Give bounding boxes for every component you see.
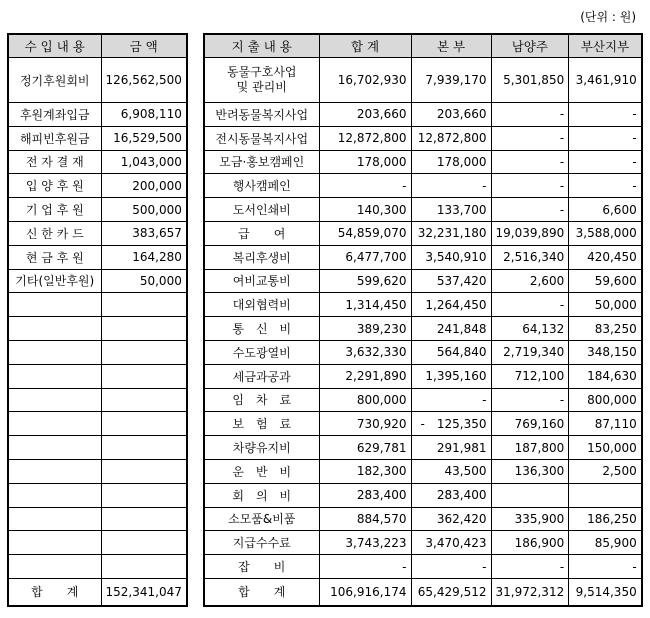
expense-item: 통 신 비 (204, 317, 319, 341)
expense-total: 54,859,070 (319, 221, 411, 245)
income-amount (101, 436, 187, 460)
income-amount (101, 483, 187, 507)
income-total-label: 합 계 (8, 578, 101, 606)
expense-total: 283,400 (319, 483, 411, 507)
income-item: 전 자 결 재 (8, 150, 101, 174)
expense-row (204, 150, 642, 174)
expense-busan: 59,600 (569, 269, 642, 293)
income-row (8, 436, 187, 460)
expense-row (204, 317, 642, 341)
expense-namyangju: 335,900 (491, 507, 569, 531)
expense-busan: 2,500 (569, 459, 642, 483)
expense-row (204, 293, 642, 317)
expense-total: 12,872,800 (319, 126, 411, 150)
expense-item: 도서인쇄비 (204, 198, 319, 222)
expense-namyangju: - (491, 555, 569, 579)
expense-row (204, 412, 642, 436)
income-amount (101, 555, 187, 579)
expense-hq: 7,939,170 (411, 58, 491, 103)
expense-item: 여비교통비 (204, 269, 319, 293)
expense-table (203, 33, 643, 607)
income-row (8, 221, 187, 245)
income-item (8, 388, 101, 412)
expense-hq: 12,872,800 (411, 126, 491, 150)
expense-item: 차량유지비 (204, 436, 319, 460)
expense-header-busan: 부산지부 (569, 34, 642, 58)
expense-item: 보 험 료 (204, 412, 319, 436)
expense-row (204, 436, 642, 460)
income-row (8, 150, 187, 174)
expense-item: 동물구호사업 및 관리비 (204, 58, 319, 103)
income-item: 입 양 후 원 (8, 174, 101, 198)
expense-hq: - (411, 555, 491, 579)
expense-busan: 420,450 (569, 245, 642, 269)
income-amount (101, 293, 187, 317)
expense-total-row (204, 578, 642, 606)
income-item (8, 436, 101, 460)
expense-namyangju: 2,516,340 (491, 245, 569, 269)
income-item: 기 업 후 원 (8, 198, 101, 222)
income-amount (101, 364, 187, 388)
unit-note: (단위 : 원) (580, 10, 636, 24)
income-amount (101, 388, 187, 412)
income-item (8, 531, 101, 555)
expense-busan: 6,600 (569, 198, 642, 222)
expense-hq: 203,660 (411, 103, 491, 127)
expense-header-item: 지 출 내 용 (204, 34, 319, 58)
expense-busan: - (569, 103, 642, 127)
expense-namyangju: - (491, 198, 569, 222)
expense-hq: - 125,350 (411, 412, 491, 436)
expense-busan: 3,588,000 (569, 221, 642, 245)
income-row (8, 340, 187, 364)
expense-hq: 3,470,423 (411, 531, 491, 555)
expense-total: - (319, 174, 411, 198)
expense-namyangju: 2,600 (491, 269, 569, 293)
expense-header-hq: 본 부 (411, 34, 491, 58)
expense-total: 3,632,330 (319, 340, 411, 364)
income-item (8, 555, 101, 579)
income-total-row (8, 578, 187, 606)
expense-hq: 133,700 (411, 198, 491, 222)
expense-row (204, 103, 642, 127)
expense-busan: 83,250 (569, 317, 642, 341)
income-row (8, 126, 187, 150)
expense-total-namyangju: 31,972,312 (491, 578, 569, 606)
expense-row (204, 58, 642, 103)
expense-item: 행사캠페인 (204, 174, 319, 198)
expense-hq: - (411, 174, 491, 198)
expense-hq: 564,840 (411, 340, 491, 364)
expense-item: 임 차 료 (204, 388, 319, 412)
income-table (7, 33, 188, 607)
expense-hq: 537,420 (411, 269, 491, 293)
expense-busan: - (569, 555, 642, 579)
income-amount (101, 340, 187, 364)
expense-busan: 85,900 (569, 531, 642, 555)
expense-total-label: 합 계 (204, 578, 319, 606)
expense-item: 복리후생비 (204, 245, 319, 269)
expense-total: 730,920 (319, 412, 411, 436)
expense-row (204, 459, 642, 483)
expense-total: - (319, 555, 411, 579)
income-row (8, 459, 187, 483)
expense-namyangju: 64,132 (491, 317, 569, 341)
expense-namyangju: 19,039,890 (491, 221, 569, 245)
expense-item: 세금과공과 (204, 364, 319, 388)
expense-row (204, 483, 642, 507)
expense-total-busan: 9,514,350 (569, 578, 642, 606)
income-row (8, 412, 187, 436)
expense-row (204, 340, 642, 364)
expense-item: 전시동물복지사업 (204, 126, 319, 150)
expense-row (204, 198, 642, 222)
expense-namyangju: 136,300 (491, 459, 569, 483)
expense-hq: 43,500 (411, 459, 491, 483)
expense-namyangju: - (491, 150, 569, 174)
expense-busan (569, 483, 642, 507)
income-item (8, 364, 101, 388)
expense-hq: 1,264,450 (411, 293, 491, 317)
expense-row (204, 245, 642, 269)
expense-busan: 150,000 (569, 436, 642, 460)
income-item (8, 412, 101, 436)
income-grand-total: 152,341,047 (101, 578, 187, 606)
expense-item: 수도광열비 (204, 340, 319, 364)
income-amount (101, 317, 187, 341)
expense-namyangju: - (491, 103, 569, 127)
expense-hq: 3,540,910 (411, 245, 491, 269)
expense-row (204, 388, 642, 412)
expense-namyangju: 5,301,850 (491, 58, 569, 103)
expense-namyangju (491, 483, 569, 507)
expense-hq: 283,400 (411, 483, 491, 507)
expense-busan: - (569, 150, 642, 174)
expense-busan: 800,000 (569, 388, 642, 412)
income-amount: 50,000 (101, 269, 187, 293)
income-header-amount: 금 액 (101, 34, 187, 58)
income-amount: 383,657 (101, 221, 187, 245)
income-header-item: 수 입 내 용 (8, 34, 101, 58)
income-item: 현 금 후 원 (8, 245, 101, 269)
income-row (8, 507, 187, 531)
expense-hq: - (411, 388, 491, 412)
expense-item: 지급수수료 (204, 531, 319, 555)
expense-busan: - (569, 126, 642, 150)
income-row (8, 58, 187, 103)
income-row (8, 388, 187, 412)
expense-busan: 184,630 (569, 364, 642, 388)
expense-namyangju: - (491, 126, 569, 150)
income-item (8, 459, 101, 483)
expense-hq: 241,848 (411, 317, 491, 341)
expense-total: 599,620 (319, 269, 411, 293)
income-row (8, 364, 187, 388)
expense-namyangju: 2,719,340 (491, 340, 569, 364)
expense-row (204, 507, 642, 531)
expense-item: 급 여 (204, 221, 319, 245)
income-amount: 126,562,500 (101, 58, 187, 103)
income-row (8, 483, 187, 507)
expense-total: 3,743,223 (319, 531, 411, 555)
income-item: 신 한 카 드 (8, 221, 101, 245)
expense-row (204, 221, 642, 245)
expense-hq: 32,231,180 (411, 221, 491, 245)
income-item: 후원계좌입금 (8, 103, 101, 127)
income-row (8, 293, 187, 317)
expense-total: 884,570 (319, 507, 411, 531)
expense-total: 16,702,930 (319, 58, 411, 103)
income-item (8, 317, 101, 341)
expense-total: 389,230 (319, 317, 411, 341)
income-row (8, 198, 187, 222)
income-item (8, 507, 101, 531)
income-amount: 164,280 (101, 245, 187, 269)
expense-item: 잡 비 (204, 555, 319, 579)
expense-total: 182,300 (319, 459, 411, 483)
expense-total: 203,660 (319, 103, 411, 127)
expense-hq: 1,395,160 (411, 364, 491, 388)
expense-busan: - (569, 174, 642, 198)
income-item (8, 340, 101, 364)
income-row (8, 103, 187, 127)
expense-namyangju: - (491, 388, 569, 412)
expense-total: 1,314,450 (319, 293, 411, 317)
income-item: 해피빈후원금 (8, 126, 101, 150)
expense-item: 회 의 비 (204, 483, 319, 507)
income-row (8, 174, 187, 198)
expense-total: 800,000 (319, 388, 411, 412)
expense-item: 모금·홍보캠페인 (204, 150, 319, 174)
expense-item: 운 반 비 (204, 459, 319, 483)
expense-item: 반려동물복지사업 (204, 103, 319, 127)
expense-row (204, 555, 642, 579)
expense-item: 소모품&비품 (204, 507, 319, 531)
income-amount: 16,529,500 (101, 126, 187, 150)
income-row (8, 555, 187, 579)
income-amount (101, 412, 187, 436)
income-item: 기타(일반후원) (8, 269, 101, 293)
expense-namyangju: - (491, 174, 569, 198)
expense-hq: 291,981 (411, 436, 491, 460)
expense-namyangju: - (491, 293, 569, 317)
expense-hq: 362,420 (411, 507, 491, 531)
expense-total: 140,300 (319, 198, 411, 222)
income-item (8, 483, 101, 507)
expense-row (204, 126, 642, 150)
income-row (8, 531, 187, 555)
income-row (8, 245, 187, 269)
expense-busan: 87,110 (569, 412, 642, 436)
income-amount: 1,043,000 (101, 150, 187, 174)
income-item: 정기후원회비 (8, 58, 101, 103)
expense-busan: 186,250 (569, 507, 642, 531)
expense-total-hq: 65,429,512 (411, 578, 491, 606)
income-amount: 200,000 (101, 174, 187, 198)
income-amount (101, 459, 187, 483)
expense-busan: 50,000 (569, 293, 642, 317)
expense-row (204, 531, 642, 555)
income-item (8, 293, 101, 317)
income-amount: 500,000 (101, 198, 187, 222)
income-amount (101, 507, 187, 531)
expense-header-total: 합 계 (319, 34, 411, 58)
expense-namyangju: 712,100 (491, 364, 569, 388)
expense-total: 2,291,890 (319, 364, 411, 388)
expense-grand-total: 106,916,174 (319, 578, 411, 606)
income-row (8, 317, 187, 341)
expense-hq: 178,000 (411, 150, 491, 174)
expense-namyangju: 187,800 (491, 436, 569, 460)
expense-busan: 348,150 (569, 340, 642, 364)
expense-row (204, 174, 642, 198)
income-amount: 6,908,110 (101, 103, 187, 127)
income-amount (101, 531, 187, 555)
expense-header-row (204, 34, 642, 58)
expense-total: 6,477,700 (319, 245, 411, 269)
expense-row (204, 269, 642, 293)
expense-namyangju: 769,160 (491, 412, 569, 436)
expense-item: 대외협력비 (204, 293, 319, 317)
expense-busan: 3,461,910 (569, 58, 642, 103)
income-header-row (8, 34, 187, 58)
income-row (8, 269, 187, 293)
expense-row (204, 364, 642, 388)
expense-header-namyangju: 남양주 (491, 34, 569, 58)
expense-total: 178,000 (319, 150, 411, 174)
expense-total: 629,781 (319, 436, 411, 460)
expense-namyangju: 186,900 (491, 531, 569, 555)
